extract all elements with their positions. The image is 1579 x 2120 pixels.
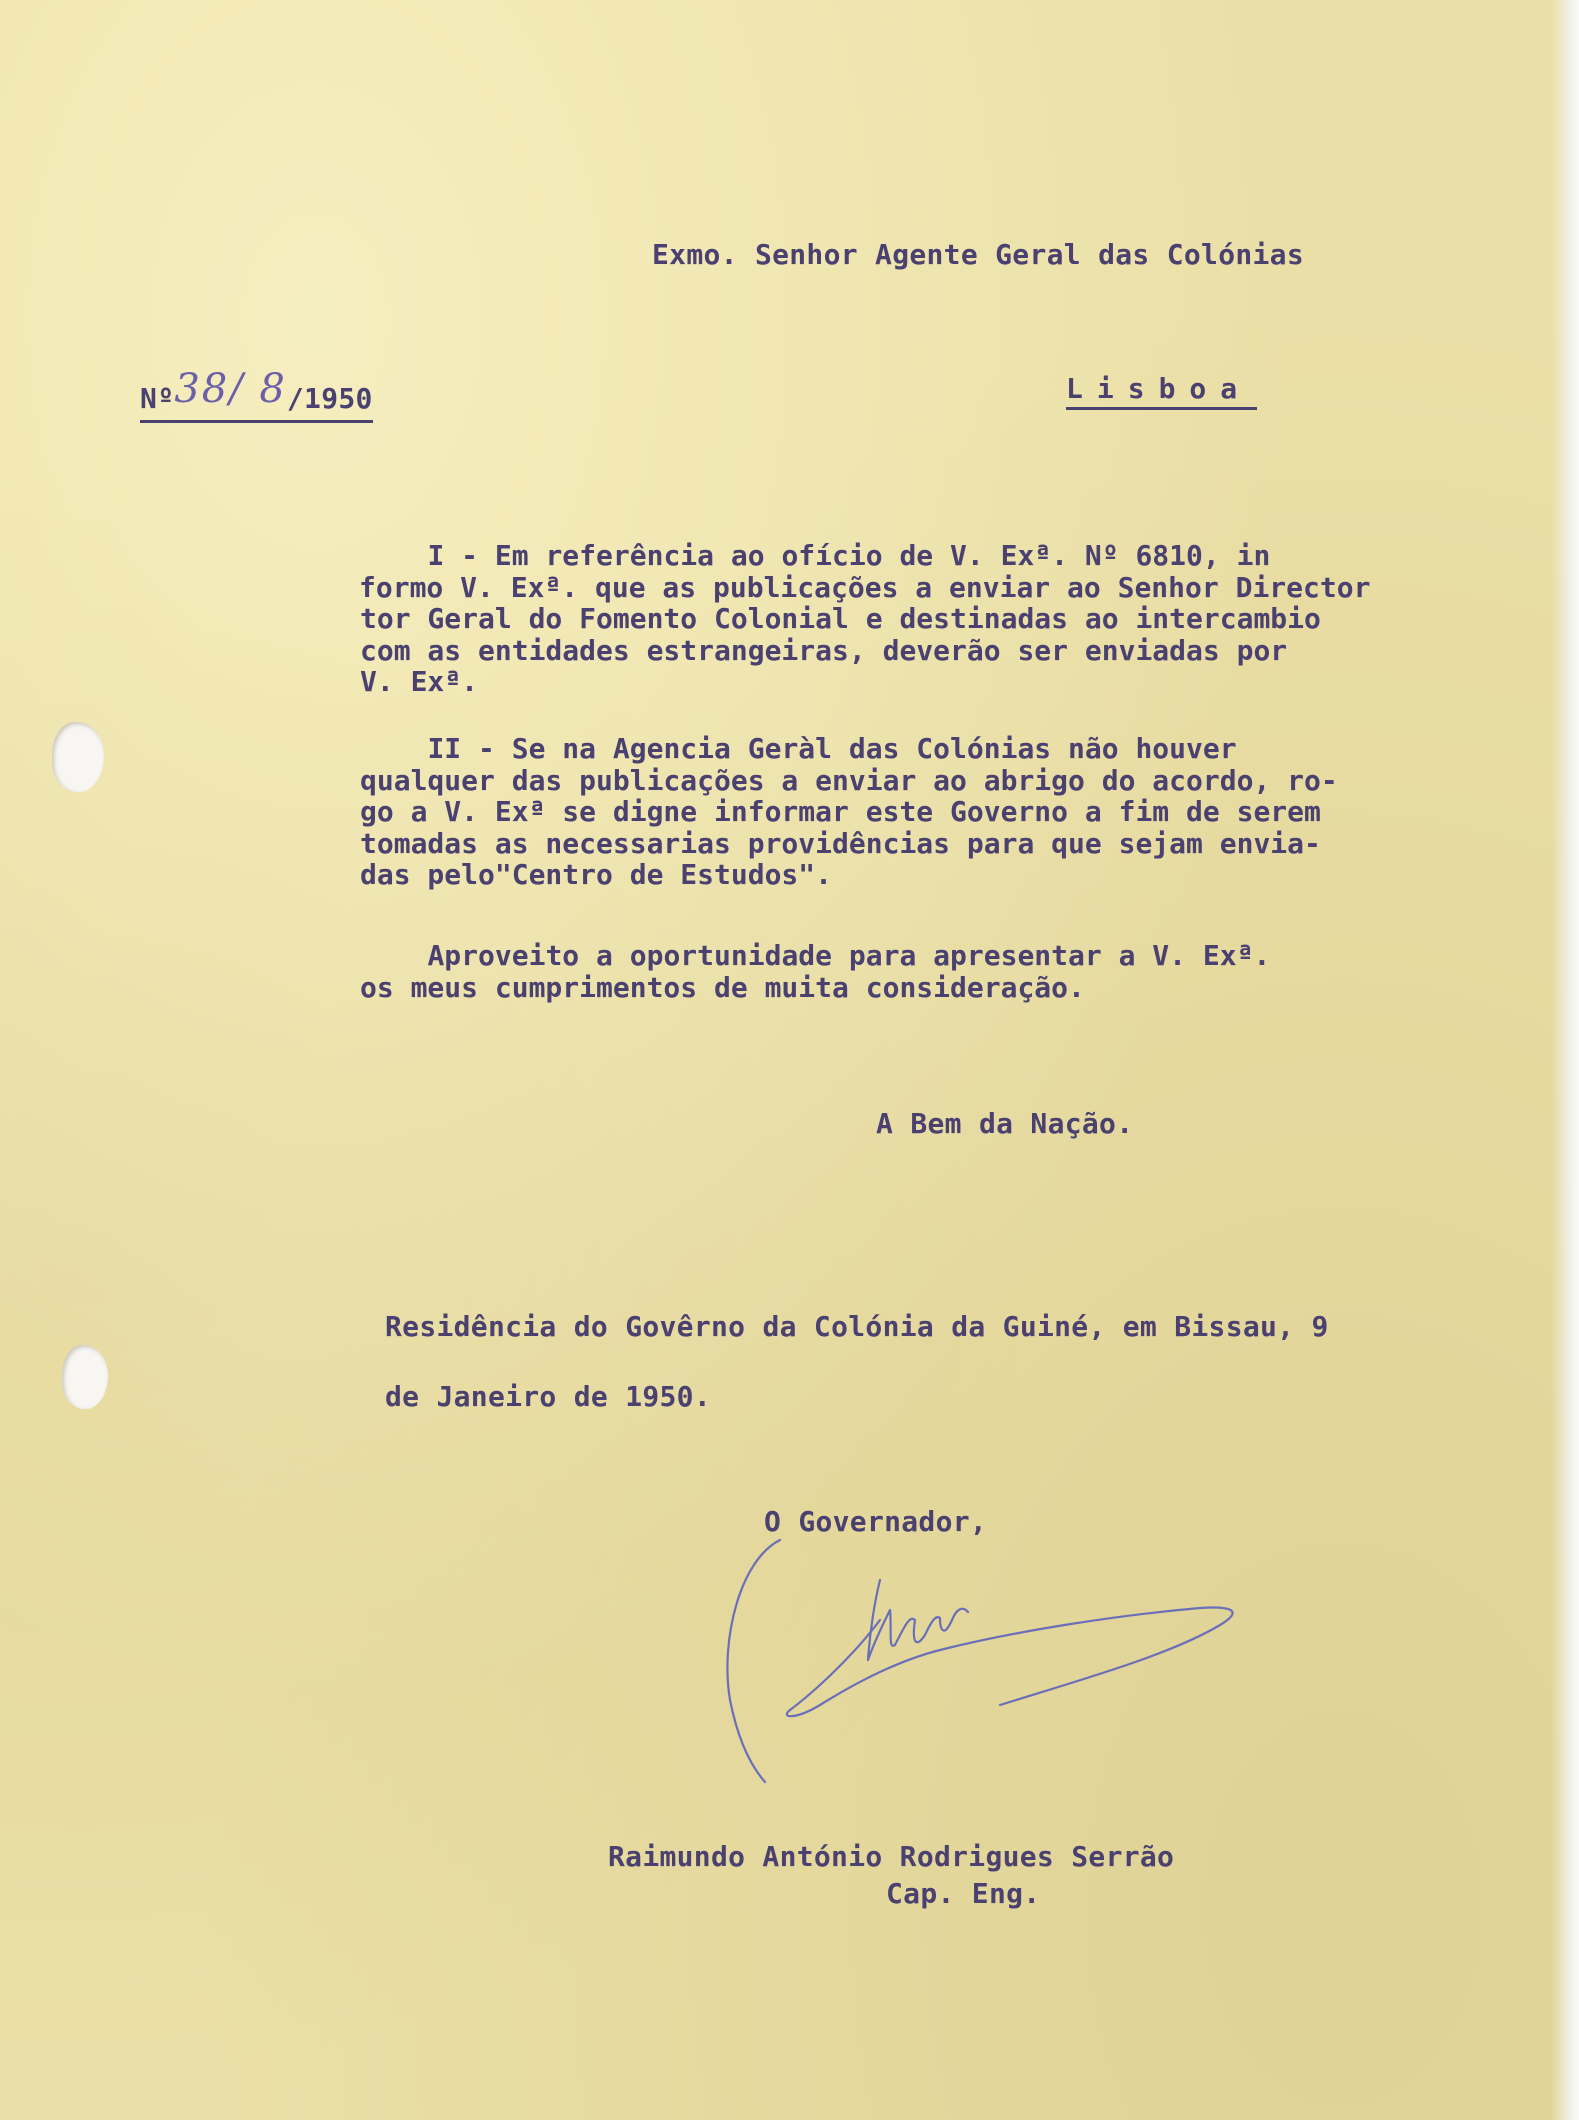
closing-salutation: A Bem da Nação. <box>876 1107 1134 1140</box>
punch-hole <box>52 722 104 792</box>
reference-year: /1950 <box>286 382 373 415</box>
paragraph-3 <box>360 940 1510 1003</box>
paragraph-3-line: Aproveito a oportunidade para apresentar a V. Exª. <box>427 939 1271 972</box>
page-edge <box>1551 0 1579 2120</box>
reference-prefix: Nº <box>140 382 175 415</box>
punch-hole <box>62 1345 108 1409</box>
destination-city: Lisboa <box>1066 372 1257 410</box>
residence-line: Residência do Govêrno da Colónia da Guiné, em Bissau, 9 <box>385 1310 1329 1343</box>
paragraph-2-line: II - Se na Agencia Geràl das Colónias não houver <box>427 732 1237 765</box>
paragraph-2-line: das pelo"Centro de Estudos". <box>360 858 833 891</box>
paragraph-2-line: tomadas as necessarias providências para que sejam envia- <box>360 826 1321 860</box>
date-line: de Janeiro de 1950. <box>385 1380 711 1413</box>
governor-title: O Governador, <box>764 1505 988 1538</box>
paragraph-1-line: I - Em referência ao ofício de V. Exª. Nº 6810, in <box>427 539 1271 572</box>
paragraph-3-line: os meus cumprimentos de muita consideração. <box>360 970 1085 1004</box>
paragraph-2-line: qualquer das publicações a enviar ao abrigo do acordo, ro- <box>360 763 1338 797</box>
paragraph-2-line: go a V. Exª se digne informar este Governo a fim de serem <box>360 795 1321 828</box>
signatory-name: Raimundo António Rodrigues Serrão <box>608 1840 1175 1873</box>
paragraph-1-line: V. Exª. <box>360 665 479 698</box>
paragraph-1-line: formo V. Exª. que as publicações a enviar ao Senhor Director <box>359 570 1371 604</box>
handwritten-signature <box>700 1520 1280 1790</box>
addressee-line: Exmo. Senhor Agente Geral das Colónias <box>652 238 1304 271</box>
signatory-rank: Cap. Eng. <box>886 1877 1041 1910</box>
reference-number <box>140 366 373 423</box>
paragraph-1-line: tor Geral do Fomento Colonial e destinadas ao intercambio <box>360 602 1321 635</box>
paragraph-2 <box>360 733 1510 891</box>
paragraph-1-line: com as entidades estrangeiras, deverão ser enviadas por <box>360 633 1288 667</box>
reference-handwritten-number: 38/ 8 <box>174 366 287 412</box>
paragraph-1 <box>360 540 1510 698</box>
